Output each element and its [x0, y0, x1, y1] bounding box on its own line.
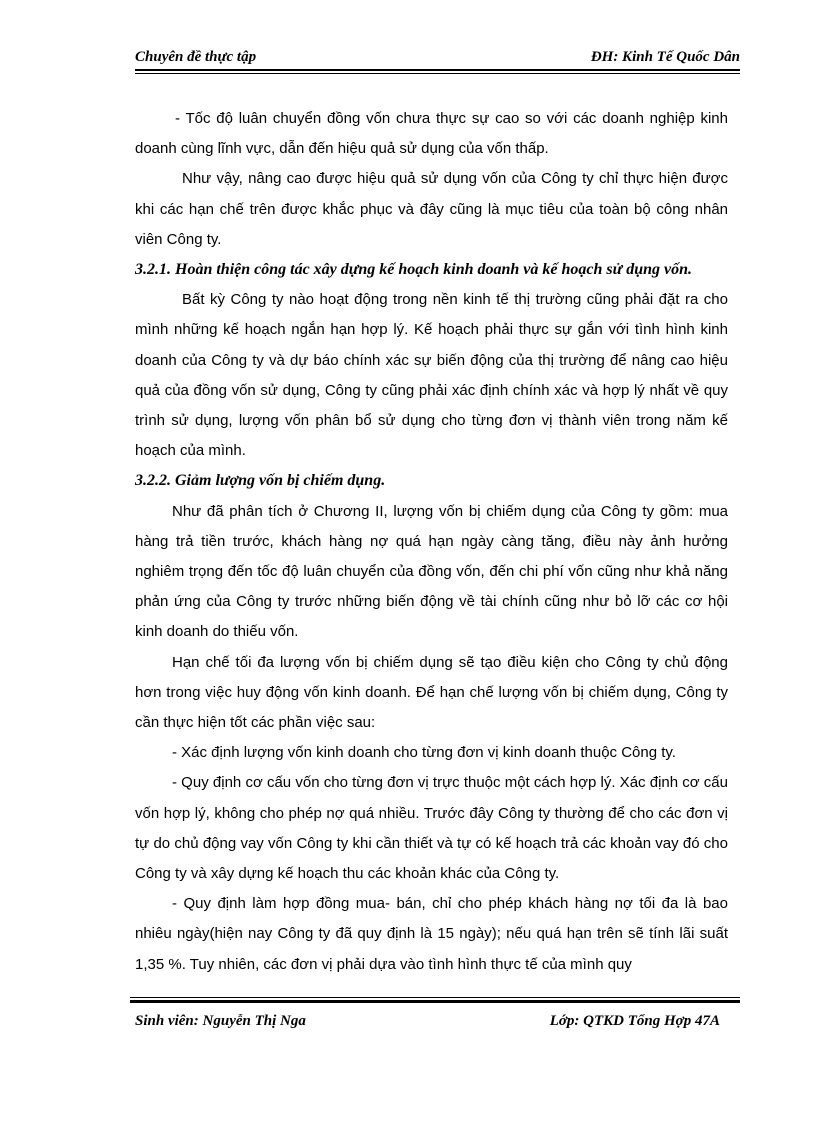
list-item-capital: - Xác định lượng vốn kinh doanh cho từng đơn vị kinh doanh thuộc Công ty. — [172, 744, 676, 762]
list-item-contract: - Quy định làm hợp đồng mua- bán, chỉ cho phép khách hàng nợ tối đa là bao nhiêu ngày(hiện nay Công ty đã quy định là 15 ngày); nếu quá hạn trên sẽ tính lãi suất 1,35 %. Tuy nhiên, các đơn vị phải dựa vào tình hình thực tế của mình quy — [135, 895, 728, 973]
paragraph-limit: Hạn chế tối đa lượng vốn bị chiếm dụng sẽ tạo điều kiện cho Công ty chủ động hơn trong việc huy động vốn kinh doanh. Để hạn chế lượng vốn bị chiếm dụng, Công ty cần thực hiện tốt các phần việc sau: — [135, 653, 728, 732]
paragraph-analysis: Như đã phân tích ở Chương II, lượng vốn bị chiếm dụng của Công ty gồm: mua hàng trả tiền trước, khách hàng nợ quá hạn ngày càng tăng, điều này ảnh hưởng nghiêm trọng đến tốc độ luân chuyển của đồng vốn, đến chi phí vốn cũng như khả năng phản ứng của Công ty trước những biến động về tài chính cũng như bỏ lỡ các cơ hội kinh doanh do thiếu vốn. — [135, 502, 728, 641]
footer-rule — [130, 1000, 740, 1003]
footer-student: Sinh viên: Nguyễn Thị Nga — [135, 1013, 306, 1029]
footer-class: Lớp: QTKD Tổng Hợp 47A — [549, 1013, 720, 1029]
section-heading-3-2-2: 3.2.2. Giảm lượng vốn bị chiếm dụng. — [135, 472, 386, 490]
header-rule-thin — [135, 73, 740, 74]
list-item-structure: - Quy định cơ cấu vốn cho từng đơn vị trực thuộc một cách hợp lý. Xác định cơ cấu vốn hợp lý, không cho phép nợ quá nhiều. Trước đây Công ty thường để cho các đơn vị tự do chủ động vay vốn Công ty khi cần thiết và tự có kế hoạch trả các khoản vay đó cho Công ty và xây dựng kế hoạch thu các khoản khác của Công ty. — [135, 774, 728, 883]
footer-rule-thin — [130, 997, 740, 998]
paragraph-planning: Bất kỳ Công ty nào hoạt động trong nền kinh tế thị trường cũng phải đặt ra cho mình những kế hoạch ngắn hạn hợp lý. Kế hoạch phải thực sự gắn với tình hình kinh doanh của Công ty và dự báo chính xác sự biến động của thị trường để nâng cao hiệu quả của đồng vốn sử dụng, Công ty cũng phải xác định chính xác và hợp lý nhất về quy trình sử dụng, lượng vốn phân bổ sử dụng cho từng đơn vị thành viên trong năm kế hoạch của mình. — [135, 291, 728, 460]
header-document-title: Chuyên đề thực tập — [135, 49, 257, 65]
header-university: ĐH: Kinh Tế Quốc Dân — [590, 49, 740, 65]
page-header — [135, 49, 740, 69]
paragraph-conclusion: Như vậy, nâng cao được hiệu quả sử dụng vốn của Công ty chỉ thực hiện được khi các hạn chế trên được khắc phục và đây cũng là mục tiêu của toàn bộ công nhân viên Công ty. — [135, 170, 728, 248]
page-footer — [135, 1013, 720, 1035]
paragraph-turnover: - Tốc độ luân chuyển đồng vốn chưa thực sự cao so với các doanh nghiệp kinh doanh cùng lĩnh vực, dẫn đến hiệu quả sử dụng của vốn thấp. — [135, 110, 728, 158]
header-rule — [135, 69, 740, 71]
section-heading-3-2-1: 3.2.1. Hoàn thiện công tác xây dựng kế hoạch kinh doanh và kế hoạch sử dụng vốn. — [135, 261, 693, 279]
document-body — [135, 104, 728, 980]
